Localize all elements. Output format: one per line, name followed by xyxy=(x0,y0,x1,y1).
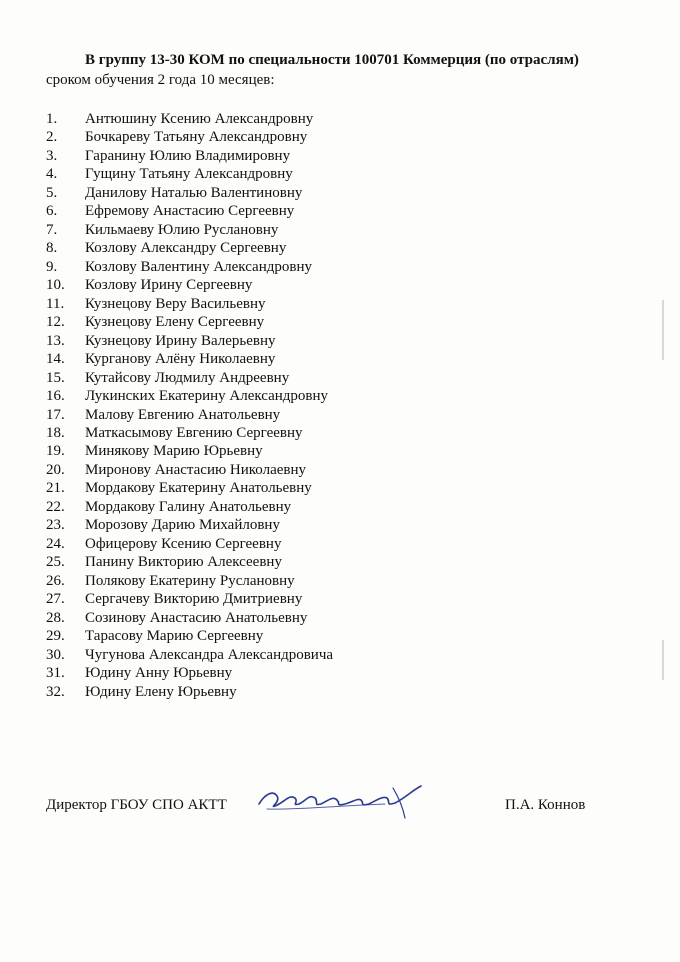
list-item-number: 12. xyxy=(46,314,65,331)
student-name: Кузнецову Веру Васильевну xyxy=(85,295,266,312)
student-name: Офицерову Ксению Сергеевну xyxy=(85,535,282,552)
list-item-number: 32. xyxy=(46,683,65,700)
student-name: Антюшину Ксению Александровну xyxy=(85,111,314,127)
student-name: Кузнецову Ирину Валерьевну xyxy=(85,332,276,349)
student-name: Данилову Наталью Валентиновну xyxy=(85,184,303,201)
list-item-number: 3. xyxy=(46,147,58,164)
student-name: Кильмаеву Юлию Руслановну xyxy=(85,221,279,238)
list-item-number: 20. xyxy=(46,461,65,478)
list-item-number: 1. xyxy=(46,111,58,127)
scan-edge-mark xyxy=(662,300,664,360)
student-name: Кутайсову Людмилу Андреевну xyxy=(85,369,290,386)
student-name: Юдину Елену Юрьевну xyxy=(85,683,237,700)
list-item-number: 13. xyxy=(46,332,65,349)
list-item-number: 6. xyxy=(46,203,58,220)
student-name: Минякову Марию Юрьевну xyxy=(85,443,263,460)
list-item-number: 31. xyxy=(46,665,65,682)
list-item-number: 11. xyxy=(46,295,65,312)
student-name: Гаранину Юлию Владимировну xyxy=(85,147,291,164)
student-name: Юдину Анну Юрьевну xyxy=(85,665,233,682)
list-item-number: 9. xyxy=(46,258,58,275)
list-item-number: 22. xyxy=(46,498,65,515)
student-name: Курганову Алёну Николаевну xyxy=(85,351,276,368)
list-item-number: 14. xyxy=(46,351,65,368)
document-heading: В группу 13-30 КОМ по специальности 100701 Коммерция (по отраслям) xyxy=(85,52,579,68)
student-name: Полякову Екатерину Руслановну xyxy=(85,572,295,589)
scan-edge-mark xyxy=(662,640,664,680)
list-item-number: 7. xyxy=(46,221,58,238)
student-name: Гущину Татьяну Александровну xyxy=(85,166,293,183)
list-item-number: 24. xyxy=(46,535,65,552)
list-item-number: 10. xyxy=(46,277,65,294)
list-item-number: 15. xyxy=(46,369,65,386)
list-item-number: 4. xyxy=(46,166,58,183)
list-item-number: 16. xyxy=(46,388,65,405)
list-item-number: 25. xyxy=(46,554,65,571)
list-item-number: 2. xyxy=(46,129,58,146)
list-item-number: 18. xyxy=(46,424,65,441)
director-name: П.А. Коннов xyxy=(505,797,586,813)
director-signature xyxy=(255,776,425,826)
student-name: Козлову Валентину Александровну xyxy=(85,258,312,275)
student-name: Созинову Анастасию Анатольевну xyxy=(85,609,308,626)
student-name: Малову Евгению Анатольевну xyxy=(85,406,281,423)
document-subheading: сроком обучения 2 года 10 месяцев: xyxy=(46,72,275,88)
student-name: Козлову Александру Сергеевну xyxy=(85,240,287,257)
student-name: Мордакову Екатерину Анатольевну xyxy=(85,480,312,497)
student-name: Тарасову Марию Сергеевну xyxy=(85,628,264,645)
list-item-number: 23. xyxy=(46,517,65,534)
list-item-number: 27. xyxy=(46,591,65,608)
list-item-number: 8. xyxy=(46,240,58,257)
list-item-number: 29. xyxy=(46,628,65,645)
student-name: Козлову Ирину Сергеевну xyxy=(85,277,253,294)
student-name: Чугунова Александра Александровича xyxy=(85,646,334,663)
list-item-number: 30. xyxy=(46,646,65,663)
student-name: Ефремову Анастасию Сергеевну xyxy=(85,203,295,220)
student-name: Кузнецову Елену Сергеевну xyxy=(85,314,265,331)
list-item-number: 28. xyxy=(46,609,65,626)
student-name: Морозову Дарию Михайловну xyxy=(85,517,280,534)
student-name: Бочкареву Татьяну Александровну xyxy=(85,129,308,146)
list-item-number: 21. xyxy=(46,480,65,497)
student-name: Маткасымову Евгению Сергеевну xyxy=(85,424,303,441)
student-name: Сергачеву Викторию Дмитриевну xyxy=(85,591,303,608)
student-name: Мордакову Галину Анатольевну xyxy=(85,498,292,515)
student-name: Панину Викторию Алексеевну xyxy=(85,554,282,571)
director-title: Директор ГБОУ СПО АКТТ xyxy=(46,797,227,813)
student-name: Миронову Анастасию Николаевну xyxy=(85,461,307,478)
list-item-number: 19. xyxy=(46,443,65,460)
student-name: Лукинских Екатерину Александровну xyxy=(85,388,329,405)
list-item-number: 26. xyxy=(46,572,65,589)
list-item-number: 5. xyxy=(46,184,58,201)
list-item-number: 17. xyxy=(46,406,65,423)
